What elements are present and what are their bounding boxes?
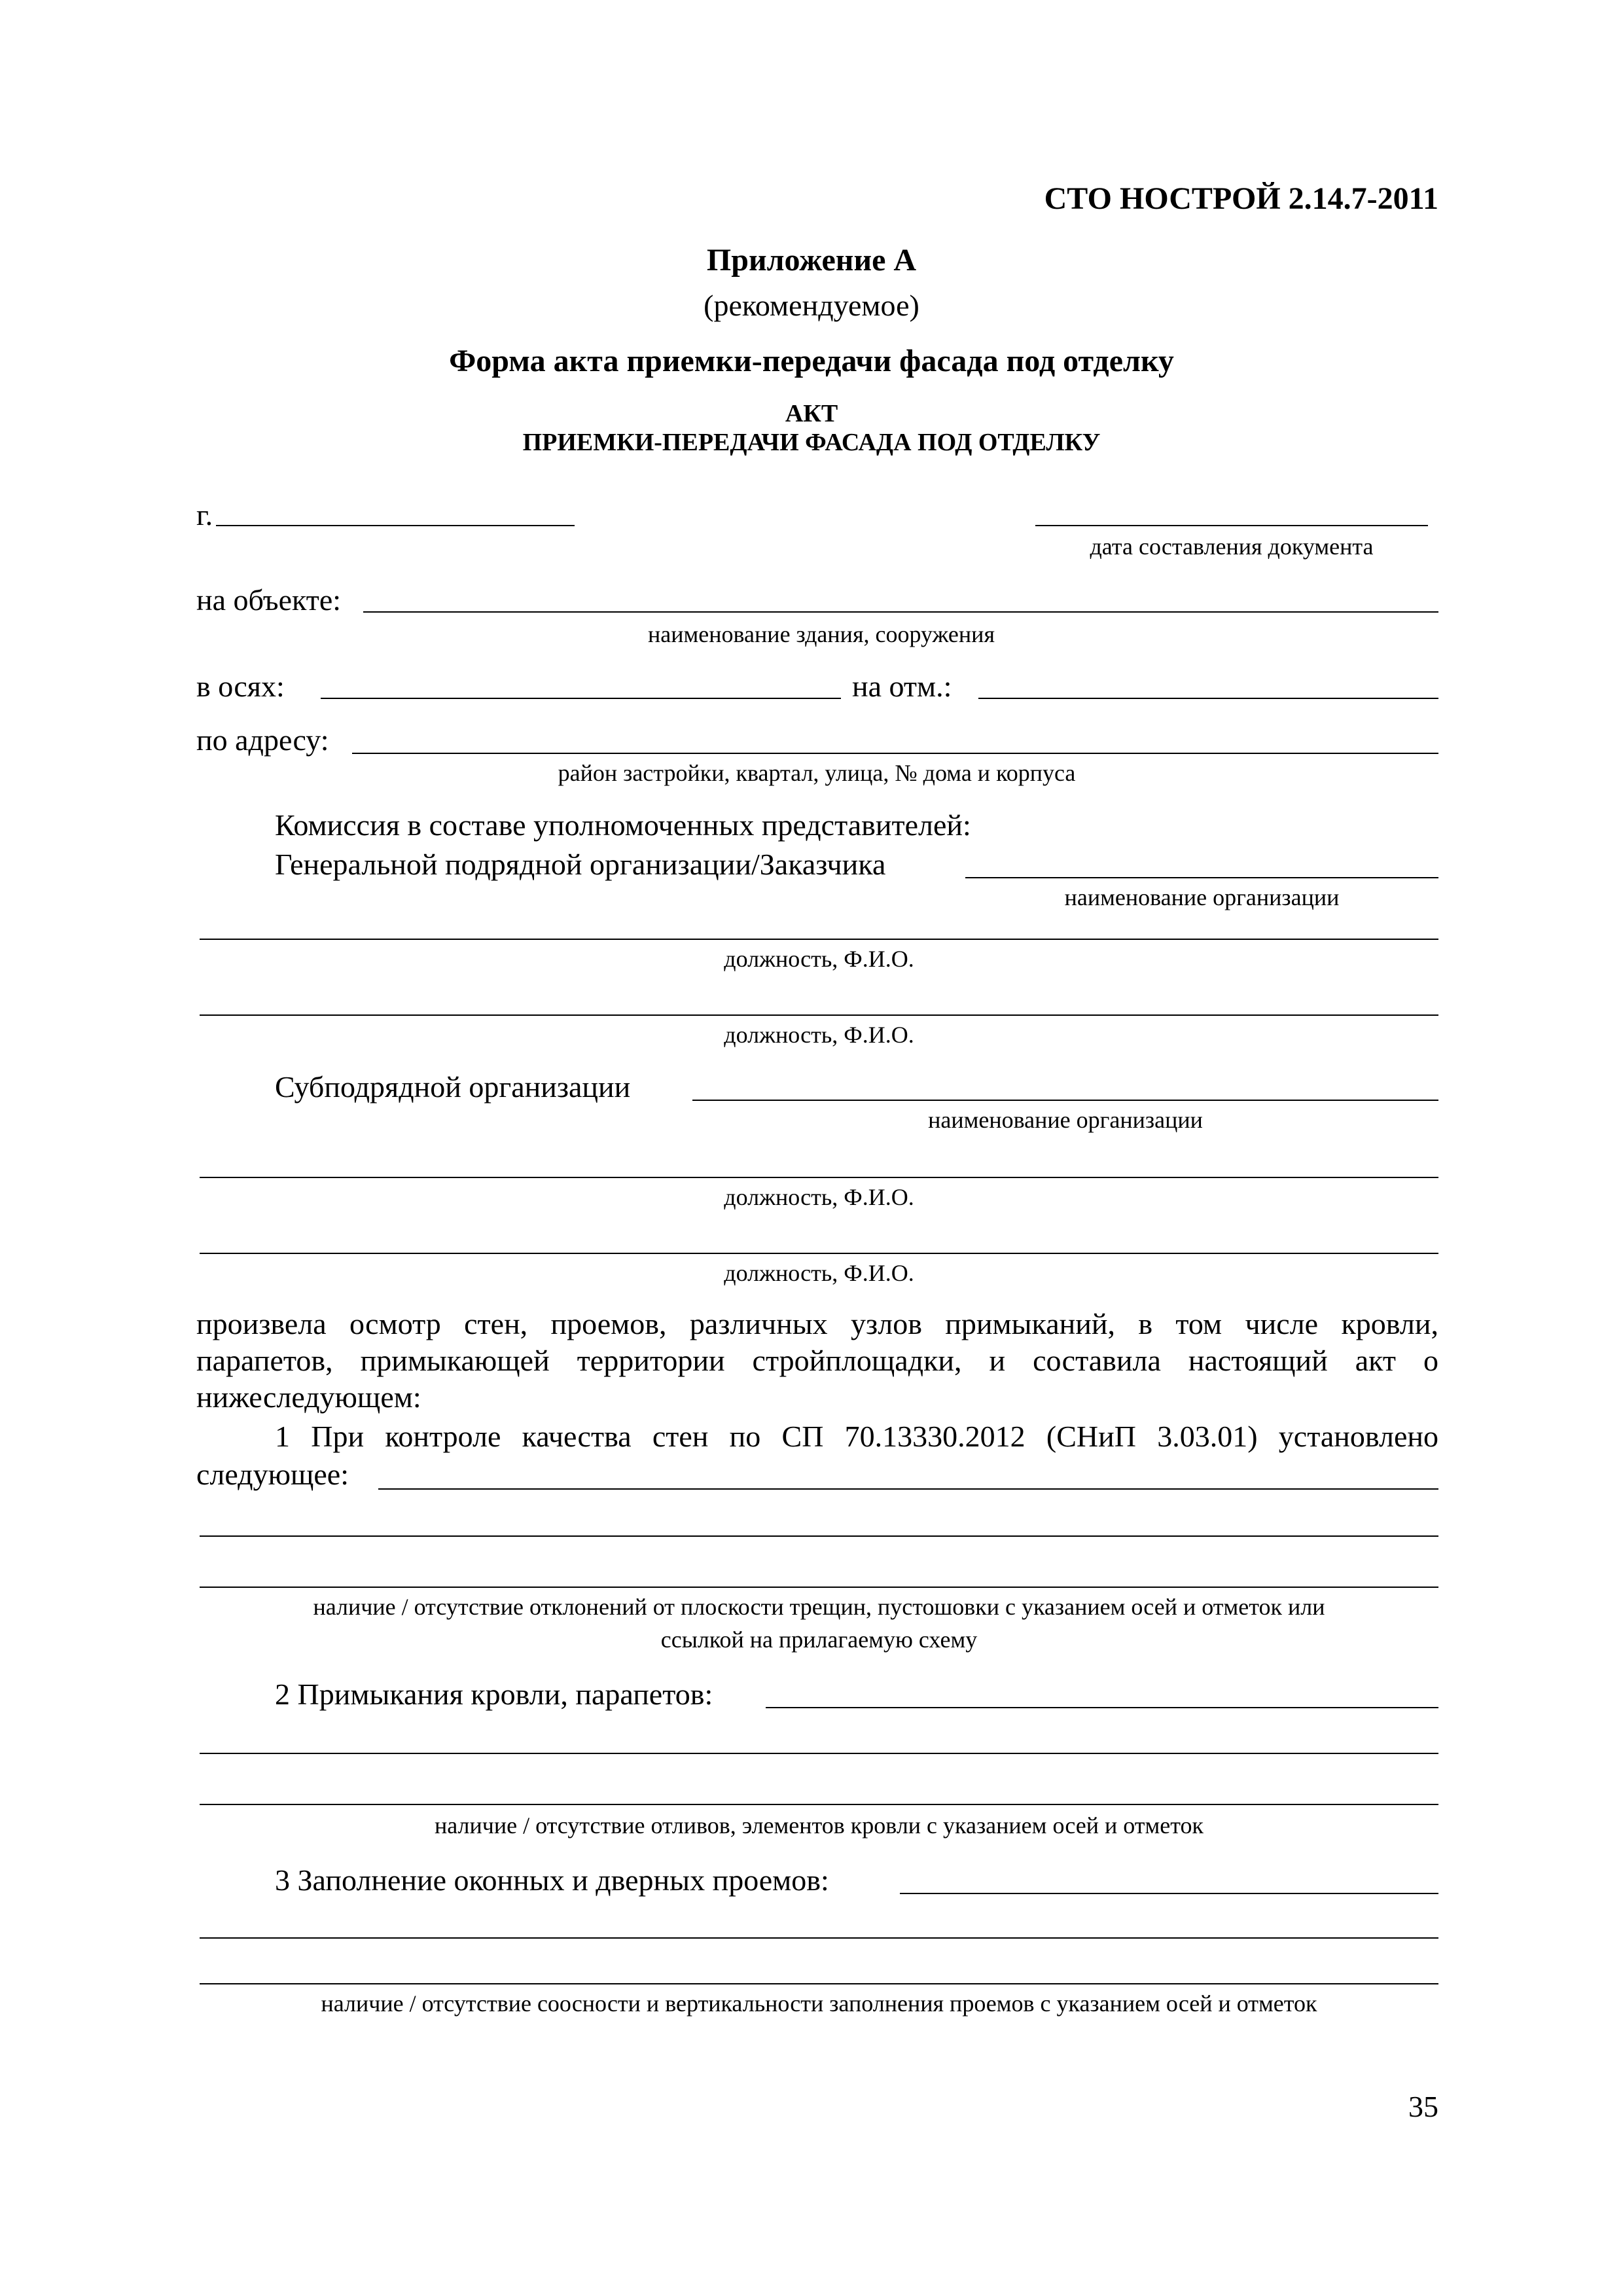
standard-code: СТО НОСТРОЙ 2.14.7-2011 xyxy=(1044,181,1438,216)
sub-position-field-2[interactable] xyxy=(200,1253,1438,1254)
inspection-paragraph-line-2: парапетов, примыкающей территории стройплощадки, и составила настоящий акт о xyxy=(196,1344,1438,1377)
general-contractor-caption: наименование организации xyxy=(1064,884,1340,910)
general-contractor-field[interactable] xyxy=(965,877,1438,878)
inspection-paragraph-line-3: нижеследующем: xyxy=(196,1380,421,1414)
sub-position-field-1[interactable] xyxy=(200,1177,1438,1178)
date-field[interactable] xyxy=(1035,525,1428,526)
gc-position-field-1[interactable] xyxy=(200,939,1438,940)
axes-label: в осях: xyxy=(196,670,285,703)
object-field[interactable] xyxy=(363,611,1438,613)
form-title: Форма акта приемки-передачи фасада под отделку xyxy=(449,344,1174,378)
act-subtitle: ПРИЕМКИ-ПЕРЕДАЧИ ФАСАДА ПОД ОТДЕЛКУ xyxy=(522,429,1101,456)
city-label: г. xyxy=(196,498,213,531)
item2-field-3[interactable] xyxy=(200,1804,1438,1805)
item1-text-continued: следующее: xyxy=(196,1458,349,1491)
date-caption: дата составления документа xyxy=(1090,533,1374,560)
elevation-label: на отм.: xyxy=(852,670,952,703)
subcontractor-label: Субподрядной организации xyxy=(275,1070,631,1103)
commission-intro: Комиссия в составе уполномоченных представителей: xyxy=(275,808,971,842)
item3-caption: наличие / отсутствие соосности и вертикальности заполнения проемов с указанием осей и отметок xyxy=(321,1990,1317,2017)
item2-field-1[interactable] xyxy=(766,1707,1438,1708)
item2-field-2[interactable] xyxy=(200,1753,1438,1754)
address-field[interactable] xyxy=(352,753,1438,754)
item1-field-1[interactable] xyxy=(378,1488,1438,1490)
subcontractor-caption: наименование организации xyxy=(928,1107,1203,1133)
axes-field[interactable] xyxy=(321,698,841,699)
elevation-field[interactable] xyxy=(978,698,1438,699)
gc-position-caption-1: должность, Ф.И.О. xyxy=(724,946,914,972)
act-title: АКТ xyxy=(785,400,838,427)
item3-field-3[interactable] xyxy=(200,1983,1438,1984)
item2-label: 2 Примыкания кровли, парапетов: xyxy=(275,1677,713,1711)
item1-field-2[interactable] xyxy=(200,1535,1438,1537)
subcontractor-field[interactable] xyxy=(692,1100,1438,1101)
object-caption: наименование здания, сооружения xyxy=(648,621,995,647)
address-label: по адресу: xyxy=(196,723,329,757)
inspection-paragraph-line-1: произвела осмотр стен, проемов, различных узлов примыканий, в том числе кровли, xyxy=(196,1307,1438,1340)
item2-caption: наличие / отсутствие отливов, элементов кровли с указанием осей и отметок xyxy=(434,1812,1204,1839)
item3-field-2[interactable] xyxy=(200,1937,1438,1939)
address-caption: район застройки, квартал, улица, № дома и корпуса xyxy=(558,760,1076,786)
item1-text: 1 При контроле качества стен по СП 70.13330.2012 (СНиП 3.03.01) установлено xyxy=(275,1420,1438,1453)
general-contractor-label: Генеральной подрядной организации/Заказчика xyxy=(275,848,886,881)
gc-position-caption-2: должность, Ф.И.О. xyxy=(724,1022,914,1048)
appendix-title: Приложение А xyxy=(706,243,917,278)
city-field[interactable] xyxy=(216,525,575,526)
item1-field-3[interactable] xyxy=(200,1587,1438,1588)
appendix-status: (рекомендуемое) xyxy=(704,289,919,322)
item3-field-1[interactable] xyxy=(900,1893,1438,1894)
item1-caption-line-1: наличие / отсутствие отклонений от плоскости трещин, пустошовки с указанием осей и отметок или xyxy=(313,1594,1325,1620)
sub-position-caption-1: должность, Ф.И.О. xyxy=(724,1184,914,1210)
sub-position-caption-2: должность, Ф.И.О. xyxy=(724,1260,914,1286)
item1-caption-line-2: ссылкой на прилагаемую схему xyxy=(660,1626,978,1653)
item3-label: 3 Заполнение оконных и дверных проемов: xyxy=(275,1863,829,1897)
object-label: на объекте: xyxy=(196,583,342,617)
gc-position-field-2[interactable] xyxy=(200,1014,1438,1016)
page-number: 35 xyxy=(1408,2090,1438,2123)
